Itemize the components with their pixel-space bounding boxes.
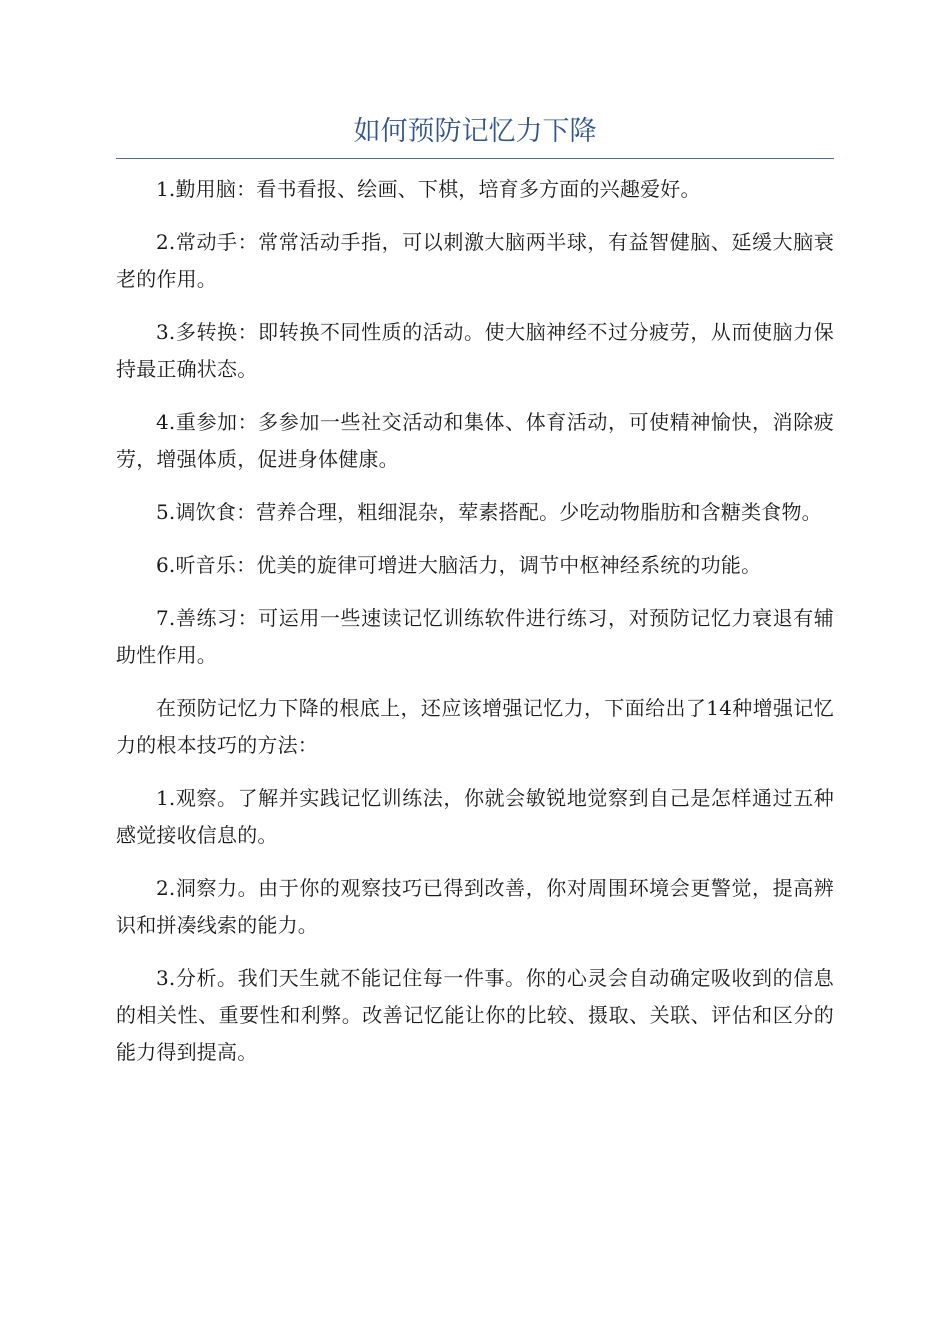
paragraph-5: 5.调饮食：营养合理，粗细混杂，荤素搭配。少吃动物脂肪和含糖类食物。	[156, 500, 822, 524]
paragraph-6: 6.听音乐：优美的旋律可增进大脑活力，调节中枢神经系统的功能。	[156, 553, 762, 577]
paragraph-7: 7.善练习：可运用一些速读记忆训练软件进行练习，对预防记忆力衰退有辅助性作用。	[116, 606, 834, 667]
paragraph-8: 在预防记忆力下降的根底上，还应该增强记忆力，下面给出了14种增强记忆力的根本技巧的方法：	[116, 696, 834, 757]
document-page	[116, 112, 834, 1087]
paragraph-9: 1.观察。了解并实践记忆训练法，你就会敏锐地觉察到自己是怎样通过五种感觉接收信息的。	[116, 786, 834, 847]
paragraph-4: 4.重参加：多参加一些社交活动和集体、体育活动，可使精神愉快，消除疲劳，增强体质，促进身体健康。	[116, 410, 834, 471]
paragraph-2: 2.常动手：常常活动手指，可以刺激大脑两半球，有益智健脑、延缓大脑衰老的作用。	[116, 230, 834, 291]
paragraph-11: 3.分析。我们天生就不能记住每一件事。你的心灵会自动确定吸收到的信息的相关性、重要性和利弊。改善记忆能让你的比较、摄取、关联、评估和区分的能力得到提高。	[116, 966, 834, 1064]
document-title: 如何预防记忆力下降	[116, 112, 834, 159]
paragraph-10: 2.洞察力。由于你的观察技巧已得到改善，你对周围环境会更警觉，提高辨识和拼凑线索的能力。	[116, 876, 834, 937]
paragraph-1: 1.勤用脑：看书看报、绘画、下棋，培育多方面的兴趣爱好。	[156, 177, 701, 201]
paragraph-3: 3.多转换：即转换不同性质的活动。使大脑神经不过分疲劳，从而使脑力保持最正确状态。	[116, 320, 834, 381]
